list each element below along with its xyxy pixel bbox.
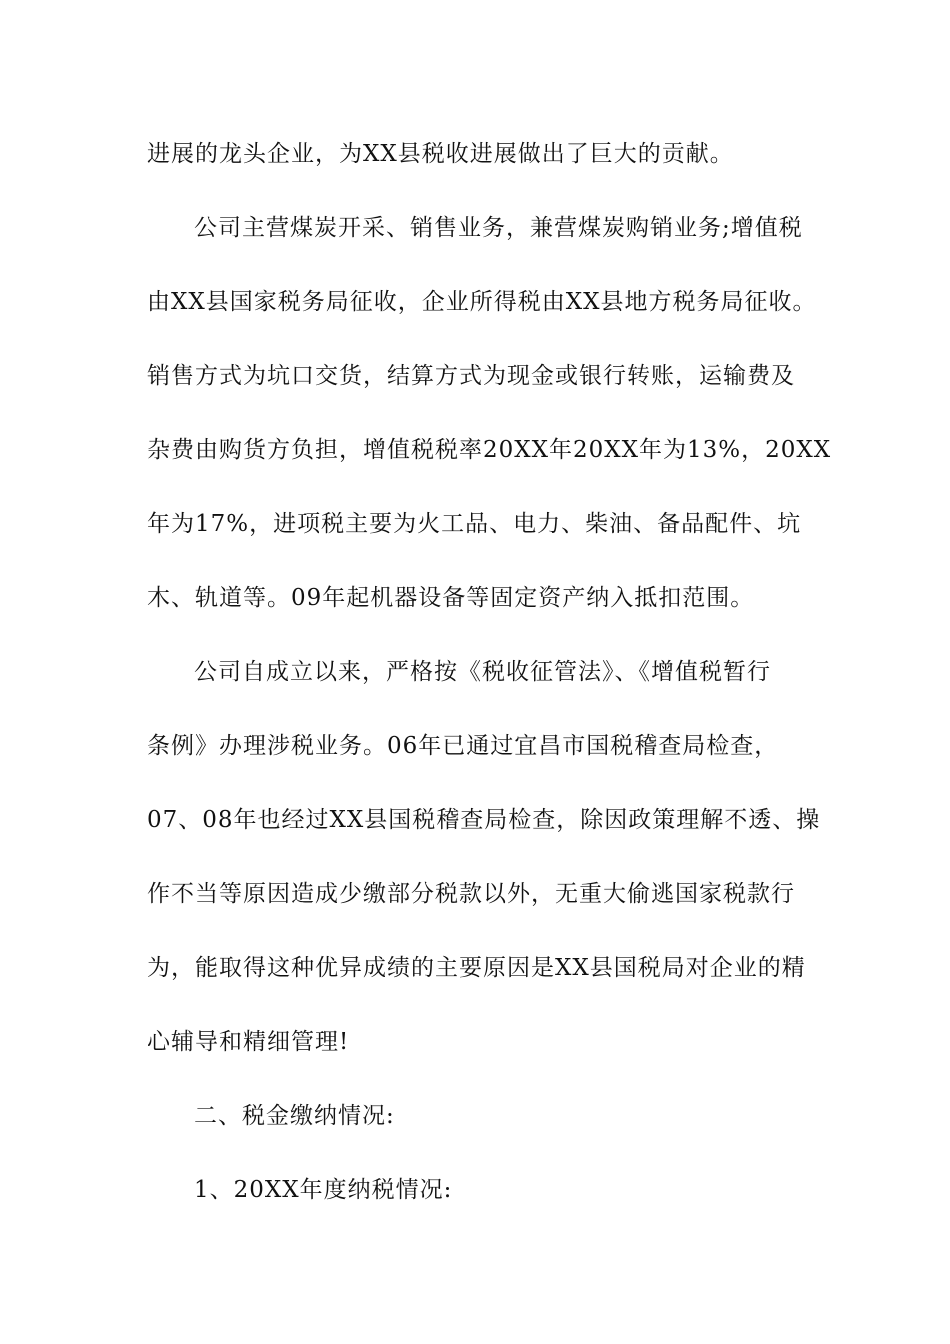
paragraph-line: 07、08年也经过XX县国税稽查局检查，除因政策理解不透、操	[147, 807, 821, 833]
subsection-heading: 1、20XX年度纳税情况:	[194, 1177, 453, 1203]
paragraph-line: 年为17%，进项税主要为火工品、电力、柴油、备品配件、坑	[147, 511, 802, 537]
section-heading: 二、税金缴纳情况:	[194, 1103, 395, 1129]
paragraph-line: 条例》办理涉税业务。06年已通过宜昌市国税稽查局检查，	[147, 733, 779, 759]
paragraph-line: 心辅导和精细管理!	[147, 1029, 350, 1055]
paragraph-line: 公司自成立以来，严格按《税收征管法》、《增值税暂行	[194, 659, 771, 685]
paragraph-line: 由XX县国家税务局征收，企业所得税由XX县地方税务局征收。	[147, 289, 817, 315]
paragraph-line: 杂费由购货方负担，增值税税率20XX年20XX年为13%，20XX	[147, 437, 832, 463]
paragraph-line: 销售方式为坑口交货，结算方式为现金或银行转账，运输费及	[147, 363, 795, 389]
paragraph-line: 木、轨道等。09年起机器设备等固定资产纳入抵扣范围。	[147, 585, 755, 611]
paragraph-line: 为，能取得这种优异成绩的主要原因是XX县国税局对企业的精	[147, 955, 806, 981]
paragraph-line: 作不当等原因造成少缴部分税款以外，无重大偷逃国家税款行	[147, 881, 795, 907]
paragraph-line: 公司主营煤炭开采、销售业务，兼营煤炭购销业务;增值税	[194, 215, 803, 241]
paragraph-line: 进展的龙头企业，为XX县税收进展做出了巨大的贡献。	[147, 141, 734, 167]
